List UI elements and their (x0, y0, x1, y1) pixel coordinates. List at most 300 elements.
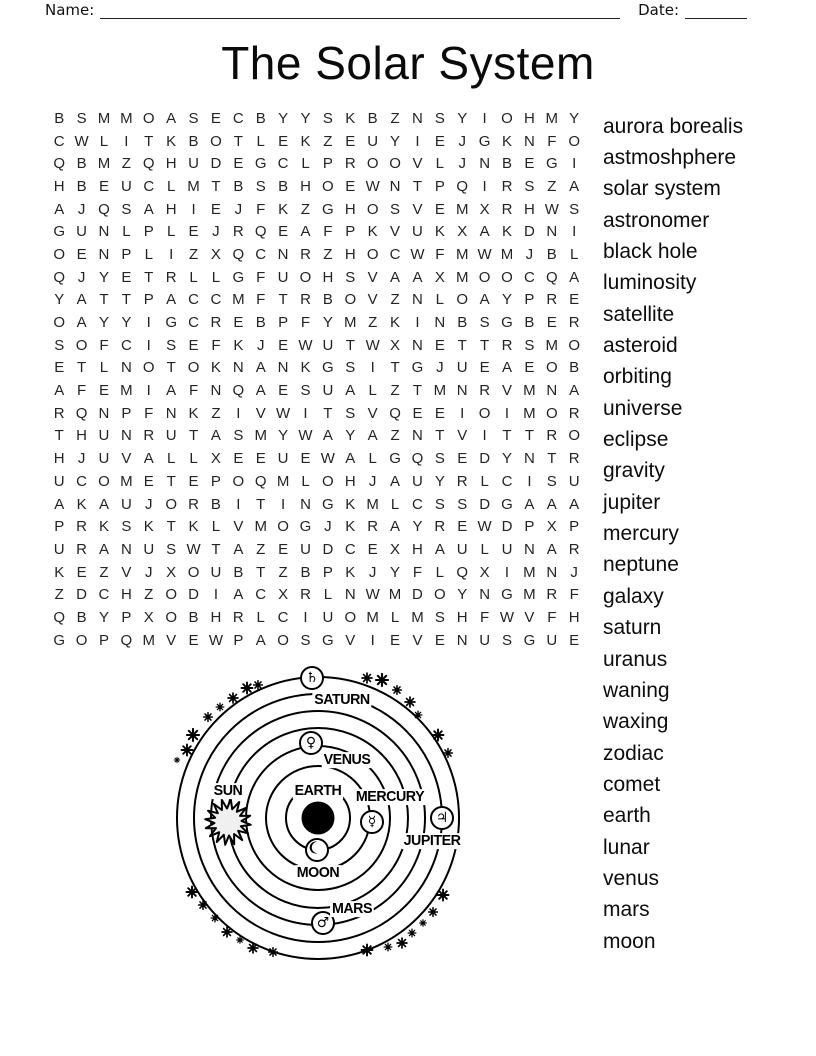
grid-letter: R (232, 608, 244, 626)
grid-letter: D (501, 518, 513, 536)
grid-letter: O (165, 608, 177, 626)
star-icon (397, 938, 407, 948)
star-icon (222, 927, 232, 937)
grid-letter: O (210, 132, 222, 150)
grid-letter: N (389, 177, 401, 195)
grid-letter: O (478, 268, 491, 286)
grid-letter: K (434, 223, 445, 241)
grid-letter: U (322, 336, 334, 354)
grid-letter: E (434, 404, 445, 422)
grid-letter: V (457, 427, 468, 445)
grid-letter: O (545, 359, 558, 377)
planet-label-saturn: SATURN (314, 691, 370, 709)
grid-letter: D (412, 586, 423, 604)
grid-letter: E (278, 223, 289, 241)
grid-letter: Y (390, 563, 401, 581)
grid-letter: P (210, 472, 221, 490)
star-icon (362, 945, 373, 956)
grid-letter: K (76, 495, 87, 513)
grid-letter: U (501, 540, 513, 558)
grid-letter: U (456, 359, 468, 377)
grid-letter: E (278, 540, 289, 558)
grid-letter: Y (98, 314, 109, 332)
planet-label-earth: EARTH (294, 782, 342, 800)
grid-letter: U (412, 472, 423, 490)
grid-letter: H (523, 109, 535, 127)
grid-letter: X (210, 245, 221, 263)
grid-letter: I (572, 223, 577, 241)
word-list-item: comet (603, 772, 661, 796)
planet-label-moon: MOON (296, 864, 340, 882)
grid-letter: L (480, 540, 489, 558)
word-search-grid (48, 107, 585, 652)
grid-letter: O (277, 631, 289, 649)
grid-letter: Z (323, 245, 333, 263)
grid-letter: N (456, 382, 468, 400)
grid-letter: F (412, 563, 423, 581)
grid-letter: J (458, 132, 466, 150)
word-list-item: zodiac (603, 741, 664, 765)
grid-letter: I (370, 359, 375, 377)
grid-letter: O (344, 291, 357, 309)
grid-letter: M (142, 631, 155, 649)
grid-letter: H (344, 200, 356, 218)
grid-letter: J (145, 495, 153, 513)
grid-letter: G (53, 631, 66, 649)
star-icon (408, 929, 416, 937)
grid-letter: Z (188, 245, 199, 263)
grid-letter: N (277, 359, 289, 377)
grid-letter: K (300, 132, 311, 150)
grid-letter: A (166, 291, 177, 309)
grid-letter: Z (390, 291, 400, 309)
grid-letter: G (232, 268, 245, 286)
grid-letter: Q (53, 608, 66, 626)
grid-letter: I (482, 109, 487, 127)
grid-letter: C (76, 472, 87, 490)
grid-letter: C (277, 155, 289, 173)
grid-letter: G (299, 518, 312, 536)
grid-letter: W (365, 336, 380, 354)
grid-letter: X (546, 518, 557, 536)
grid-letter: E (54, 359, 65, 377)
word-list-item: astmoshphere (603, 146, 737, 170)
grid-letter: E (188, 223, 199, 241)
grid-letter: O (53, 314, 66, 332)
planet-badge-venus (299, 731, 323, 755)
grid-letter: U (322, 382, 334, 400)
grid-letter: A (569, 382, 580, 400)
grid-letter: P (121, 245, 132, 263)
grid-letter: Y (457, 586, 468, 604)
grid-letter: S (434, 450, 445, 468)
grid-letter: E (233, 314, 244, 332)
grid-letter: I (191, 200, 196, 218)
grid-letter: Z (368, 314, 378, 332)
grid-letter: X (390, 336, 401, 354)
word-list-item: asteroid (603, 334, 678, 358)
grid-letter: S (166, 336, 177, 354)
grid-letter: O (501, 268, 513, 286)
grid-letter: N (277, 245, 289, 263)
grid-letter: C (277, 608, 289, 626)
grid-letter: Q (545, 268, 558, 286)
grid-letter: G (523, 631, 536, 649)
grid-letter: M (523, 586, 536, 604)
grid-letter: R (568, 450, 580, 468)
grid-letter: Q (232, 245, 245, 263)
planet-badge-saturn (300, 666, 324, 690)
grid-letter: T (188, 427, 199, 445)
grid-letter: T (121, 291, 131, 309)
grid-letter: S (502, 631, 513, 649)
grid-letter: G (478, 132, 491, 150)
grid-letter: A (524, 495, 535, 513)
grid-letter: N (98, 245, 110, 263)
grid-letter: L (390, 608, 400, 626)
star-icon (182, 745, 193, 756)
grid-letter: J (77, 450, 86, 468)
grid-letter: S (121, 200, 132, 218)
grid-letter: E (434, 336, 445, 354)
grid-letter: C (501, 472, 513, 490)
grid-letter: D (523, 223, 535, 241)
grid-letter: X (434, 268, 445, 286)
grid-letter: U (546, 631, 558, 649)
mercury-symbol-icon: ☿ (367, 814, 377, 830)
grid-letter: Z (390, 109, 400, 127)
grid-letter: A (255, 631, 266, 649)
grid-letter: E (457, 450, 468, 468)
grid-letter: W (410, 245, 425, 263)
grid-letter: P (322, 563, 333, 581)
grid-letter: I (482, 177, 487, 195)
grid-letter: E (233, 155, 244, 173)
grid-letter: N (412, 291, 423, 309)
grid-letter: N (412, 336, 423, 354)
grid-letter: X (457, 223, 468, 241)
grid-letter: A (54, 200, 65, 218)
grid-letter: R (300, 586, 311, 604)
grid-letter: E (434, 631, 445, 649)
grid-letter: T (256, 563, 266, 581)
name-underline (100, 2, 620, 19)
grid-letter: L (435, 155, 444, 173)
grid-letter: R (456, 472, 468, 490)
grid-letter: M (500, 245, 514, 263)
grid-letter: I (482, 427, 487, 445)
grid-letter: P (98, 631, 109, 649)
grid-letter: O (299, 268, 312, 286)
grid-letter: P (143, 223, 154, 241)
grid-letter: O (389, 155, 401, 173)
word-list-item: venus (603, 866, 660, 890)
grid-letter: H (120, 586, 132, 604)
grid-letter: R (165, 268, 177, 286)
grid-letter: F (435, 245, 445, 263)
grid-letter: A (345, 382, 356, 400)
grid-letter: B (278, 177, 289, 195)
grid-letter: K (188, 518, 199, 536)
grid-letter: O (75, 336, 88, 354)
grid-letter: D (210, 155, 222, 173)
grid-letter: O (187, 359, 200, 377)
grid-letter: M (411, 608, 424, 626)
grid-letter: U (277, 268, 289, 286)
grid-letter: S (524, 177, 535, 195)
grid-letter: O (501, 109, 513, 127)
word-list-item: solar system (603, 177, 721, 201)
grid-letter: M (366, 495, 379, 513)
grid-letter: H (53, 450, 65, 468)
star-icon (438, 890, 449, 901)
grid-letter: O (568, 132, 581, 150)
grid-letter: Z (121, 155, 131, 173)
grid-letter: N (479, 586, 491, 604)
grid-letter: V (412, 200, 423, 218)
grid-letter: B (54, 109, 65, 127)
grid-letter: C (53, 132, 65, 150)
grid-letter: K (143, 518, 154, 536)
word-list-item: waxing (603, 710, 669, 734)
grid-letter: T (345, 336, 355, 354)
grid-letter: S (54, 336, 65, 354)
grid-letter: S (322, 109, 333, 127)
grid-letter: P (54, 518, 65, 536)
grid-letter: E (546, 314, 557, 332)
grid-letter: Q (53, 155, 66, 173)
grid-letter: J (145, 563, 153, 581)
grid-letter: X (166, 563, 177, 581)
star-icon (269, 948, 278, 957)
grid-letter: A (390, 268, 401, 286)
grid-letter: Y (502, 450, 513, 468)
grid-letter: Q (142, 155, 155, 173)
grid-letter: H (165, 200, 177, 218)
grid-letter: M (366, 608, 379, 626)
grid-letter: Y (390, 132, 401, 150)
grid-letter: E (233, 450, 244, 468)
grid-letter: S (390, 200, 401, 218)
grid-letter: D (188, 586, 199, 604)
grid-letter: R (546, 586, 558, 604)
grid-letter: H (300, 177, 311, 195)
grid-letter: E (278, 336, 289, 354)
grid-letter: U (53, 472, 65, 490)
grid-letter: M (97, 109, 111, 127)
grid-letter: A (166, 109, 177, 127)
grid-letter: B (233, 563, 244, 581)
grid-letter: S (434, 608, 445, 626)
grid-letter: E (188, 336, 199, 354)
grid-letter: L (99, 132, 109, 150)
grid-letter: S (76, 109, 87, 127)
grid-letter: B (300, 563, 311, 581)
grid-letter: Y (345, 427, 356, 445)
grid-letter: S (300, 382, 311, 400)
grid-letter: S (188, 109, 199, 127)
grid-letter: J (436, 359, 444, 377)
grid-letter: A (345, 450, 356, 468)
grid-letter: Q (254, 472, 267, 490)
grid-letter: T (166, 518, 176, 536)
grid-letter: E (210, 200, 221, 218)
grid-letter: I (370, 631, 375, 649)
grid-letter: T (457, 336, 467, 354)
grid-letter: M (455, 245, 469, 263)
grid-letter: N (523, 132, 535, 150)
grid-letter: Z (256, 540, 266, 558)
grid-letter: I (504, 404, 510, 422)
grid-letter: U (165, 427, 177, 445)
grid-letter: A (143, 450, 154, 468)
grid-letter: O (322, 472, 334, 490)
grid-letter: K (502, 223, 513, 241)
grid-letter: K (367, 223, 378, 241)
grid-letter: B (524, 314, 535, 332)
grid-letter: E (390, 631, 401, 649)
grid-letter: K (188, 404, 199, 422)
grid-letter: G (501, 586, 513, 604)
grid-letter: F (547, 132, 557, 150)
grid-letter: N (546, 223, 558, 241)
grid-letter: F (323, 223, 333, 241)
grid-letter: M (232, 291, 245, 309)
grid-letter: J (256, 336, 265, 354)
grid-letter: F (480, 608, 490, 626)
grid-letter: A (479, 291, 490, 309)
grid-letter: J (525, 245, 534, 263)
grid-letter: E (98, 382, 109, 400)
grid-letter: R (501, 200, 513, 218)
word-list-item: earth (603, 804, 651, 828)
grid-letter: A (412, 268, 423, 286)
grid-letter: F (99, 336, 109, 354)
grid-letter: Z (323, 132, 333, 150)
grid-letter: V (412, 155, 423, 173)
grid-letter: W (477, 245, 492, 263)
grid-letter: Q (98, 200, 110, 218)
grid-letter: J (234, 200, 243, 218)
grid-letter: V (233, 518, 244, 536)
grid-letter: C (523, 268, 535, 286)
grid-letter: B (569, 359, 580, 377)
grid-letter: S (524, 336, 535, 354)
grid-letter: Y (300, 109, 311, 127)
header (45, 2, 747, 19)
grid-letter: F (256, 291, 266, 309)
grid-letter: R (143, 427, 155, 445)
grid-letter: V (255, 404, 266, 422)
grid-letter: U (479, 631, 491, 649)
grid-letter: M (187, 177, 200, 195)
grid-letter: H (523, 200, 535, 218)
star-icon (248, 943, 258, 953)
grid-letter: S (457, 495, 468, 513)
grid-letter: L (301, 155, 310, 173)
grid-letter: Y (434, 472, 445, 490)
grid-letter: A (546, 540, 557, 558)
grid-letter: P (434, 177, 445, 195)
grid-letter: G (322, 631, 334, 649)
grid-letter: A (255, 382, 266, 400)
grid-letter: U (98, 427, 110, 445)
planet-badge-mercury (360, 810, 384, 834)
grid-letter: C (232, 109, 244, 127)
grid-letter: Z (390, 382, 400, 400)
grid-letter: M (97, 155, 111, 173)
grid-letter: A (479, 223, 490, 241)
grid-letter: M (455, 200, 469, 218)
grid-letter: L (368, 382, 377, 400)
grid-letter: Q (75, 404, 88, 422)
grid-letter: N (120, 359, 132, 377)
grid-letter: O (322, 177, 334, 195)
grid-letter: S (345, 404, 356, 422)
grid-letter: O (434, 586, 446, 604)
grid-letter: N (120, 540, 132, 558)
grid-letter: U (210, 563, 222, 581)
grid-letter: K (345, 518, 356, 536)
grid-letter: O (53, 245, 66, 263)
grid-letter: S (233, 427, 244, 445)
grid-letter: T (233, 132, 243, 150)
earth-icon (302, 802, 335, 835)
grid-letter: Z (99, 563, 109, 581)
grid-letter: L (435, 291, 444, 309)
grid-letter: Z (547, 177, 557, 195)
grid-letter: O (366, 200, 379, 218)
grid-letter: E (345, 177, 356, 195)
grid-letter: A (255, 359, 266, 377)
grid-letter: E (569, 631, 580, 649)
grid-letter: H (53, 177, 65, 195)
grid-letter: C (143, 177, 155, 195)
grid-letter: A (322, 427, 333, 445)
grid-letter: O (277, 518, 289, 536)
grid-letter: U (188, 155, 199, 173)
grid-letter: R (546, 427, 558, 445)
grid-letter: J (77, 200, 86, 218)
star-icon (362, 673, 372, 683)
saturn-symbol-icon: ♄ (305, 670, 319, 686)
grid-letter: I (169, 245, 174, 263)
grid-letter: E (121, 268, 132, 286)
grid-letter: H (76, 427, 87, 445)
word-list-item: eclipse (603, 428, 669, 452)
venus-symbol-icon: ♀ (305, 735, 317, 751)
grid-letter: M (455, 268, 469, 286)
mars-symbol-icon: ♂ (316, 915, 330, 931)
grid-letter: L (390, 495, 400, 513)
grid-letter: V (390, 223, 401, 241)
grid-letter: U (53, 540, 65, 558)
grid-letter: W (74, 132, 89, 150)
word-list-item: mars (603, 898, 650, 922)
star-icon (444, 749, 453, 758)
grid-letter: K (98, 518, 109, 536)
grid-letter: B (188, 132, 199, 150)
grid-letter: A (98, 495, 109, 513)
grid-letter: T (524, 427, 534, 445)
grid-letter: R (344, 155, 356, 173)
grid-letter: L (211, 268, 221, 286)
grid-letter: V (367, 404, 378, 422)
grid-letter: B (210, 495, 221, 513)
planet-label-mercury: MERCURY (355, 788, 425, 806)
grid-letter: H (210, 608, 222, 626)
grid-letter: C (255, 245, 267, 263)
